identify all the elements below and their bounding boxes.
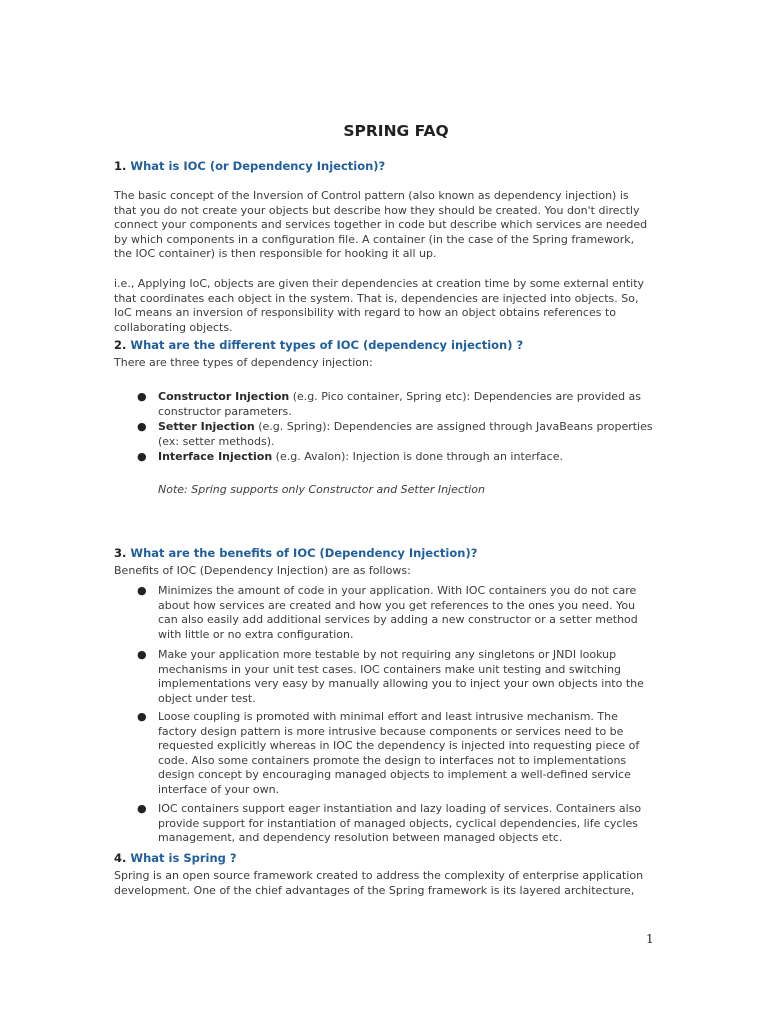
question-2-heading (114, 338, 523, 352)
list-item (137, 710, 658, 798)
list-item-text: Minimizes the amount of code in your application. With IOC containers you do not care about how services are created and how you get references to the ones you need. You can also easily add additional services by adding a new constructor or a setter method with little or no extra configuration. (158, 584, 638, 641)
question-1-paragraph-2: i.e., Applying IoC, objects are given their dependencies at creation time by some external entity that coordinates each object in the system. That is, dependencies are injected into objects. So, IoC means an inversion of responsibility with regard to how an object obtains references to collaborating objects. (114, 277, 645, 334)
list-item-term: Setter Injection (158, 420, 255, 433)
list-item-term: Interface Injection (158, 450, 273, 463)
list-item (137, 390, 658, 419)
bullet-icon: ● (137, 420, 147, 433)
list-item-term: Constructor Injection (158, 390, 290, 403)
question-4-heading (114, 851, 237, 865)
bullet-icon: ● (137, 584, 147, 597)
page-number: 1 (646, 932, 654, 946)
question-2-text: What are the different types of IOC (dependency injection) ? (130, 338, 524, 352)
bullet-icon: ● (137, 648, 147, 661)
question-1-paragraph-1: The basic concept of the Inversion of Control pattern (also known as dependency injection) is that you do not create your objects but describe how they should be created. You don't directly connect your components and services together in code but describe which services are needed by which components in a configuration file. A container (in the case of the Spring framework, the IOC container) is then responsible for hooking it all up. (114, 189, 648, 261)
question-4-number: 4. (114, 851, 127, 865)
question-4-paragraph-1: Spring is an open source framework created to address the complexity of enterprise application development. One of the chief advantages of the Spring framework is its layered architecture, (114, 869, 644, 897)
list-item-text: (e.g. Spring): Dependencies are assigned through JavaBeans properties (ex: setter methods). (158, 420, 653, 448)
question-3-text: What are the benefits of IOC (Dependency Injection)? (130, 546, 478, 560)
injection-note: Note: Spring supports only Constructor and Setter Injection (158, 483, 486, 496)
list-item (137, 420, 658, 449)
question-3-heading (114, 546, 477, 560)
bullet-icon: ● (137, 802, 147, 815)
list-item (137, 450, 658, 465)
list-item (137, 584, 658, 642)
list-item-text: (e.g. Pico container, Spring etc): Dependencies are provided as constructor parameters. (158, 390, 642, 418)
page-title: SPRING FAQ (343, 122, 449, 140)
bullet-icon: ● (137, 450, 147, 463)
question-2-intro: There are three types of dependency injection: (114, 356, 373, 369)
list-item (137, 648, 658, 706)
list-item-text: Loose coupling is promoted with minimal effort and least intrusive mechanism. The factory design pattern is more intrusive because components or services need to be requested explicitly whereas in IOC the dependency is injected into requesting piece of code. Also some containers promote the design to interfaces not to implementations design concept by encouraging managed objects to implement a well-defined service interface of your own. (158, 710, 640, 796)
question-3-intro: Benefits of IOC (Dependency Injection) are as follows: (114, 564, 411, 577)
list-item (137, 802, 658, 846)
bullet-icon: ● (137, 390, 147, 403)
list-item-text: IOC containers support eager instantiation and lazy loading of services. Containers also provide support for instantiation of managed objects, cyclical dependencies, life cycles management, and dependency resolution between managed objects etc. (158, 802, 642, 845)
question-1-heading (114, 159, 385, 173)
question-2-number: 2. (114, 338, 127, 352)
question-4-text: What is Spring ? (130, 851, 237, 865)
list-item-text: (e.g. Avalon): Injection is done through an interface. (272, 450, 563, 463)
question-3-number: 3. (114, 546, 127, 560)
question-1-text: What is IOC (or Dependency Injection)? (130, 159, 386, 173)
bullet-icon: ● (137, 710, 147, 723)
question-1-number: 1. (114, 159, 127, 173)
list-item-text: Make your application more testable by not requiring any singletons or JNDI lookup mechanisms in your unit test cases. IOC containers make unit testing and switching implementations very easy by manually allowing you to inject your own objects into the object under test. (158, 648, 644, 705)
